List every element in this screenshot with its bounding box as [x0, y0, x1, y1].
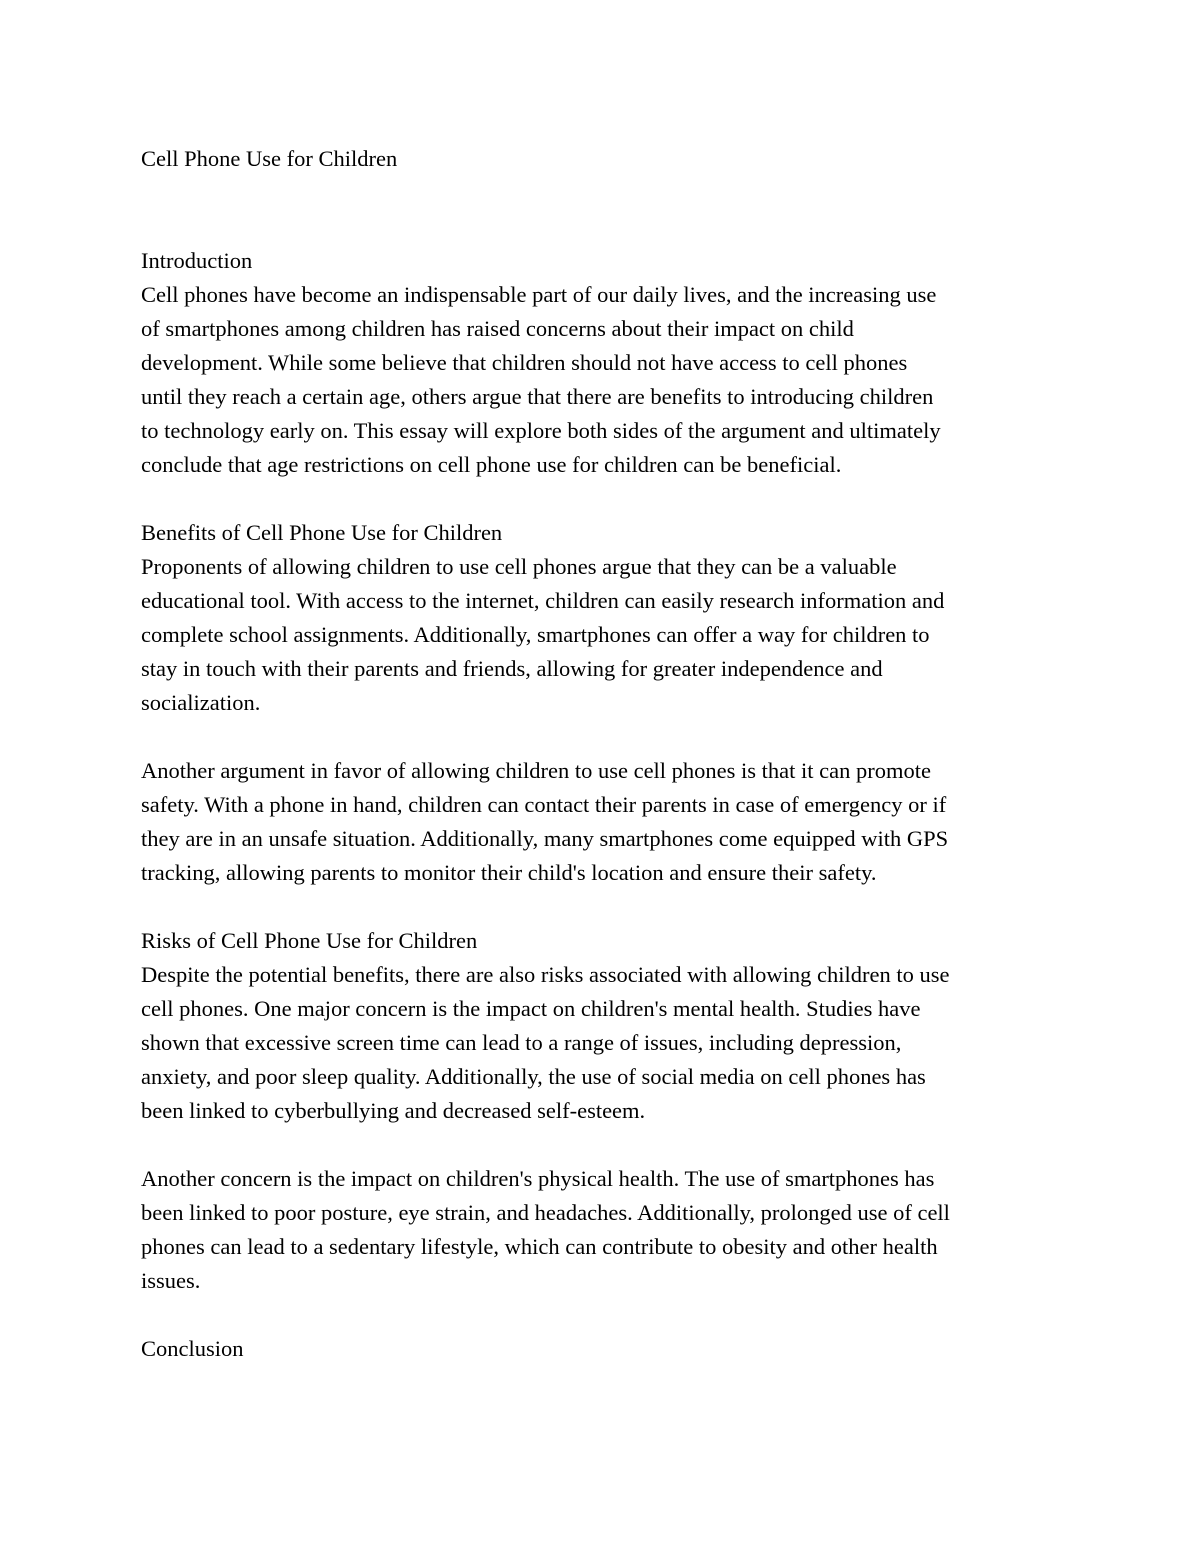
text-line: complete school assignments. Additionally, smartphones can offer a way for children to — [141, 622, 930, 647]
benefits-paragraph-1 — [141, 516, 1071, 720]
risks-paragraph-2 — [141, 1162, 1071, 1298]
title-block — [141, 142, 1071, 176]
document-body — [141, 142, 1071, 1366]
section-heading-benefits: Benefits of Cell Phone Use for Children — [141, 520, 503, 545]
text-line: been linked to cyberbullying and decreased self-esteem. — [141, 1098, 646, 1123]
text-line: anxiety, and poor sleep quality. Additionally, the use of social media on cell phones has — [141, 1064, 926, 1089]
text-line: conclude that age restrictions on cell phone use for children can be beneficial. — [141, 452, 842, 477]
text-line: phones can lead to a sedentary lifestyle, which can contribute to obesity and other health — [141, 1234, 938, 1259]
text-line: Proponents of allowing children to use cell phones argue that they can be a valuable — [141, 554, 897, 579]
text-line: safety. With a phone in hand, children can contact their parents in case of emergency or if — [141, 792, 947, 817]
text-line: to technology early on. This essay will explore both sides of the argument and ultimately — [141, 418, 941, 443]
section-heading-conclusion: Conclusion — [141, 1336, 244, 1361]
text-line: tracking, allowing parents to monitor their child's location and ensure their safety. — [141, 860, 877, 885]
section-risks — [141, 924, 1071, 1298]
text-line: shown that excessive screen time can lead to a range of issues, including depression, — [141, 1030, 902, 1055]
text-line: of smartphones among children has raised concerns about their impact on child — [141, 316, 854, 341]
document-title: Cell Phone Use for Children — [141, 146, 398, 171]
text-line: stay in touch with their parents and friends, allowing for greater independence and — [141, 656, 883, 681]
benefits-paragraph-2 — [141, 754, 1071, 890]
text-line: educational tool. With access to the internet, children can easily research information and — [141, 588, 945, 613]
section-benefits — [141, 516, 1071, 890]
text-line: cell phones. One major concern is the impact on children's mental health. Studies have — [141, 996, 921, 1021]
section-introduction — [141, 244, 1071, 482]
section-heading-risks: Risks of Cell Phone Use for Children — [141, 928, 478, 953]
section-conclusion — [141, 1332, 1071, 1366]
text-line: Despite the potential benefits, there are also risks associated with allowing children to use — [141, 962, 950, 987]
text-line: until they reach a certain age, others argue that there are benefits to introducing children — [141, 384, 934, 409]
text-line: been linked to poor posture, eye strain, and headaches. Additionally, prolonged use of cell — [141, 1200, 950, 1225]
text-line: development. While some believe that children should not have access to cell phones — [141, 350, 908, 375]
section-heading-introduction: Introduction — [141, 248, 253, 273]
text-line: they are in an unsafe situation. Additionally, many smartphones come equipped with GPS — [141, 826, 949, 851]
text-line: socialization. — [141, 690, 261, 715]
text-line: Another argument in favor of allowing children to use cell phones is that it can promote — [141, 758, 932, 783]
text-line: Another concern is the impact on children's physical health. The use of smartphones has — [141, 1166, 935, 1191]
text-line: issues. — [141, 1268, 201, 1293]
risks-paragraph-1 — [141, 924, 1071, 1128]
text-line: Cell phones have become an indispensable part of our daily lives, and the increasing use — [141, 282, 937, 307]
